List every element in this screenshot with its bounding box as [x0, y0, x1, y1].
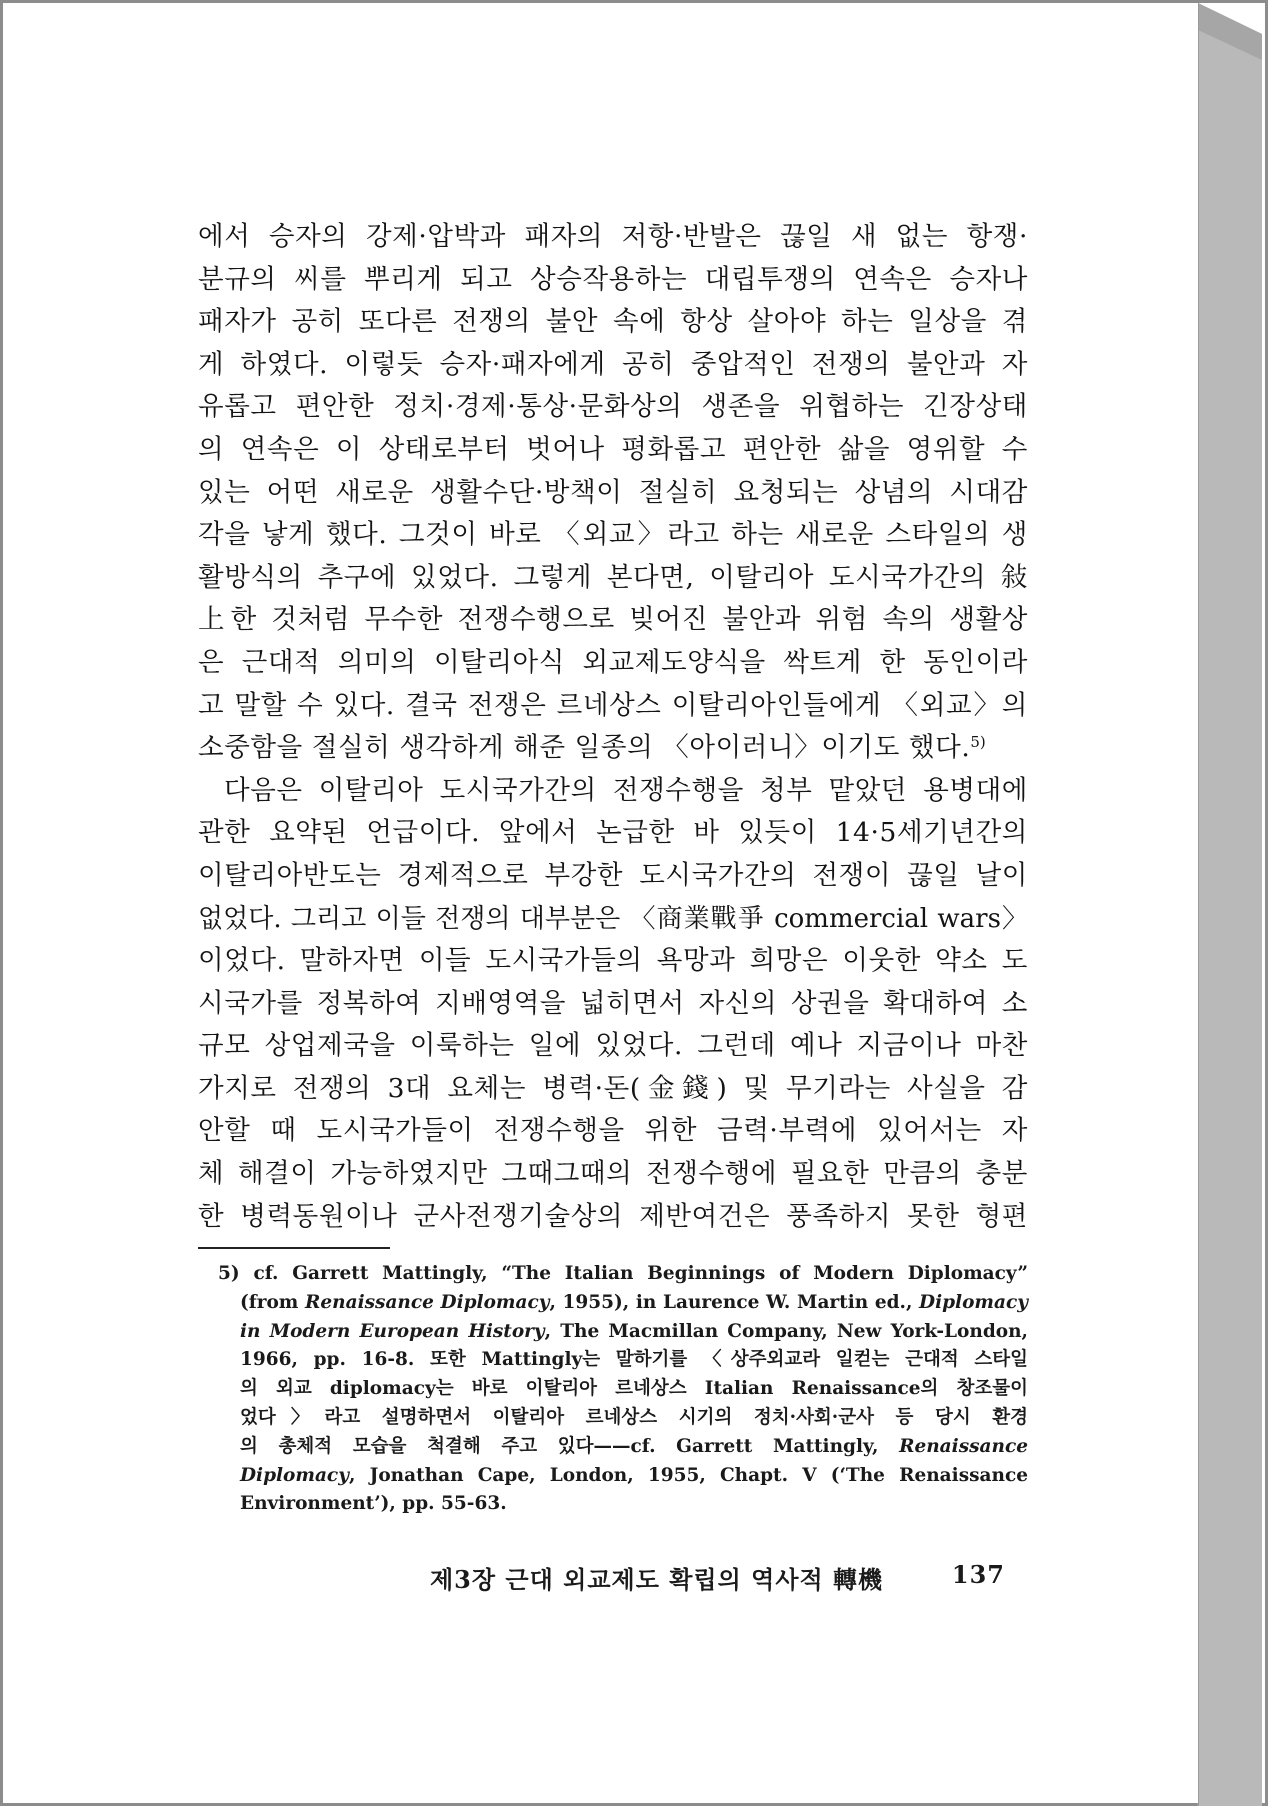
footnote-line: Diplomacy, Jonathan Cape, London, 1955, Chapt. V (‘The Renaissance	[240, 1464, 1028, 1486]
body-line: 은 근대적 의미의 이탈리아식 외교제도양식을 싹트게 한 동인이라	[198, 646, 1028, 678]
body-line: 고 말할 수 있다. 결국 전쟁은 르네상스 이탈리아인들에게 〈외교〉의	[198, 689, 1028, 721]
body-line: 안할 때 도시국가들이 전쟁수행을 위한 금력·부력에 있어서는 자	[198, 1115, 1028, 1147]
body-line: 관한 요약된 언급이다. 앞에서 논급한 바 있듯이 14·5세기년간의	[198, 817, 1028, 849]
body-line: 다음은 이탈리아 도시국가간의 전쟁수행을 청부 맡았던 용병대에	[224, 774, 1028, 806]
body-line: 체 해결이 가능하였지만 그때그때의 전쟁수행에 필요한 만큼의 충분	[198, 1158, 1028, 1190]
body-line: 패자가 공히 또다른 전쟁의 불안 속에 항상 살아야 하는 일상을 겪	[198, 306, 1028, 338]
body-line: 각을 낳게 했다. 그것이 바로 〈외교〉라고 하는 새로운 스타일의 생	[198, 519, 1028, 551]
chapter-title: 제3장 근대 외교제도 확립의 역사적 轉機	[430, 1565, 884, 1594]
running-footer	[430, 1560, 1005, 1595]
body-line: 활방식의 추구에 있었다. 그렇게 본다면, 이탈리아 도시국가간의 敍	[198, 561, 1028, 593]
footnote-line: Environment’), pp. 55-63.	[240, 1493, 507, 1515]
body-line: 上한 것처럼 무수한 전쟁수행으로 빚어진 불안과 위험 속의 생활상	[198, 604, 1028, 636]
body-line: 이탈리아반도는 경제적으로 부강한 도시국가간의 전쟁이 끊일 날이	[198, 859, 1028, 891]
body-text	[198, 216, 1028, 1238]
body-line: 게 하였다. 이렇듯 승자·패자에게 공히 중압적인 전쟁의 불안과 자	[198, 348, 1028, 380]
footnote-line: (from Renaissance Diplomacy, 1955), in Laurence W. Martin ed., Diplomacy	[240, 1291, 1028, 1313]
footnote	[218, 1260, 1028, 1519]
body-line: 없었다. 그리고 이들 전쟁의 대부분은 〈商業戰爭 commercial wars〉	[198, 903, 1028, 934]
footnote-line: in Modern European History, The Macmillan Company, New York-London,	[240, 1320, 1028, 1342]
footnote-reference: 5)	[970, 733, 986, 752]
footnote-separator	[198, 1247, 390, 1249]
body-line: 분규의 씨를 뿌리게 되고 상승작용하는 대립투쟁의 연속은 승자나	[198, 263, 1028, 295]
body-line: 유롭고 편안한 정치·경제·통상·문화상의 생존을 위협하는 긴장상태	[198, 391, 1028, 423]
footnote-line: 의 총체적 모습을 척결해 주고 있다——cf. Garrett Mattingly, Renaissance	[240, 1435, 1028, 1457]
body-line: 소중함을 절실히 생각하게 해준 일종의 〈아이러니〉이기도 했다.$^{5)}$	[198, 732, 986, 764]
footnote-line: 1966, pp. 16-8. 또한 Mattingly는 말하기를 〈상주외교라 일컫는 근대적 스타일	[240, 1349, 1028, 1371]
footnote-line: 5) cf. Garrett Mattingly, “The Italian Beginnings of Modern Diplomacy”	[218, 1263, 1028, 1284]
body-line: 이었다. 말하자면 이들 도시국가들의 욕망과 희망은 이웃한 약소 도	[198, 945, 1028, 977]
footnote-line: 의 외교 diplomacy는 바로 이탈리아 르네상스 Italian Renaissance의 창조물이	[240, 1378, 1028, 1400]
body-line: 규모 상업제국을 이룩하는 일에 있었다. 그런데 예나 지금이나 마찬	[198, 1030, 1028, 1062]
body-line: 의 연속은 이 상태로부터 벗어나 평화롭고 편안한 삶을 영위할 수	[198, 433, 1028, 465]
body-line: 에서 승자의 강제·압박과 패자의 저항·반발은 끊일 새 없는 항쟁·	[198, 221, 1028, 252]
footnote-marker: 5)	[218, 1263, 240, 1284]
page-number: 137	[951, 1560, 1005, 1589]
body-line: 한 병력동원이나 군사전쟁기술상의 제반여건은 풍족하지 못한 형편	[198, 1200, 1028, 1232]
body-line: 시국가를 정복하여 지배영역을 넓히면서 자신의 상권을 확대하여 소	[198, 987, 1028, 1019]
body-line: 가지로 전쟁의 3대 요체는 병력·돈(金錢) 및 무기라는 사실을 감	[198, 1072, 1028, 1104]
body-line: 있는 어떤 새로운 생활수단·방책이 절실히 요청되는 상념의 시대감	[198, 476, 1028, 508]
footnote-line: 었다〉라고 설명하면서 이탈리아 르네상스 시기의 정치·사회·군사 등 당시 환경	[240, 1406, 1028, 1428]
